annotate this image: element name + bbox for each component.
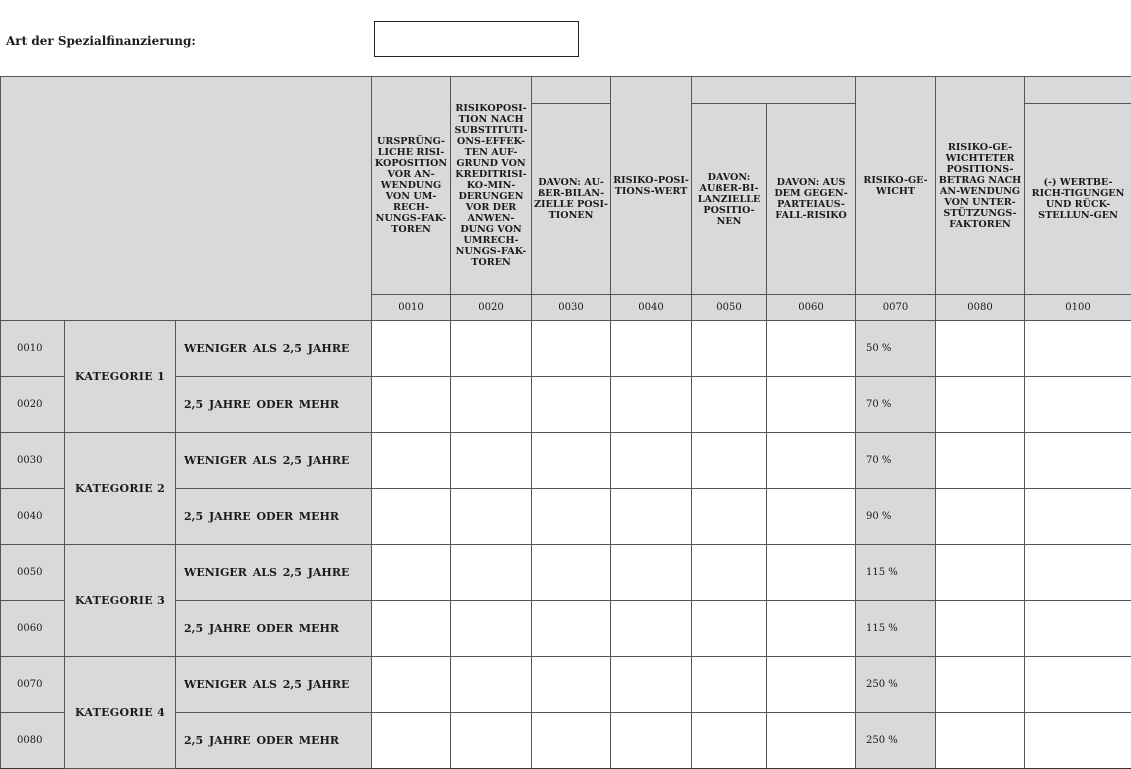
risk-weight-cell: 50 % xyxy=(856,321,936,377)
input-cell[interactable] xyxy=(372,545,451,601)
column-header-0100: (-) WERTBE-RICH-TIGUNGEN UND RÜCK-STELLUN-GEN xyxy=(1025,104,1131,295)
input-cell[interactable] xyxy=(936,489,1025,545)
row-code: 0060 xyxy=(1,601,65,657)
input-cell[interactable] xyxy=(692,657,767,713)
column-code: 0100 xyxy=(1025,295,1131,321)
column-header-0100-group xyxy=(1025,77,1131,104)
column-header-0050: DAVON: AUßER-BI-LANZIELLE POSITIO-NEN xyxy=(692,104,767,295)
input-cell[interactable] xyxy=(451,601,532,657)
input-cell[interactable] xyxy=(372,489,451,545)
input-cell[interactable] xyxy=(372,321,451,377)
input-cell[interactable] xyxy=(611,713,692,769)
input-cell[interactable] xyxy=(451,489,532,545)
row-code: 0050 xyxy=(1,545,65,601)
input-cell[interactable] xyxy=(532,545,611,601)
input-cell[interactable] xyxy=(532,713,611,769)
row-code: 0030 xyxy=(1,433,65,489)
input-cell[interactable] xyxy=(532,321,611,377)
column-header-0010: URSPRÜNG-LICHE RISI-KOPOSITION VOR AN-WENDUNG VON UM-RECH-NUNGS-FAK-TOREN xyxy=(372,77,451,295)
maturity-label: 2,5 JAHRE ODER MEHR xyxy=(176,377,372,433)
input-cell[interactable] xyxy=(1025,377,1131,433)
input-cell[interactable] xyxy=(936,321,1025,377)
input-cell[interactable] xyxy=(767,321,856,377)
risk-weight-cell: 90 % xyxy=(856,489,936,545)
input-cell[interactable] xyxy=(936,657,1025,713)
input-cell[interactable] xyxy=(372,377,451,433)
column-code: 0080 xyxy=(936,295,1025,321)
input-cell[interactable] xyxy=(1025,433,1131,489)
column-header-0040: RISIKO-POSI-TIONS-WERT xyxy=(611,77,692,295)
row-code: 0020 xyxy=(1,377,65,433)
input-cell[interactable] xyxy=(372,601,451,657)
input-cell[interactable] xyxy=(451,713,532,769)
input-cell[interactable] xyxy=(767,657,856,713)
maturity-label: WENIGER ALS 2,5 JAHRE xyxy=(176,433,372,489)
spezialfinanzierung-table xyxy=(0,76,1131,769)
column-header-0070: RISIKO-GE-WICHT xyxy=(856,77,936,295)
input-cell[interactable] xyxy=(611,433,692,489)
category-label: KATEGORIE 2 xyxy=(65,433,176,545)
column-code: 0020 xyxy=(451,295,532,321)
input-cell[interactable] xyxy=(611,601,692,657)
input-cell[interactable] xyxy=(692,545,767,601)
input-cell[interactable] xyxy=(1025,657,1131,713)
row-code: 0010 xyxy=(1,321,65,377)
column-code: 0070 xyxy=(856,295,936,321)
input-cell[interactable] xyxy=(936,601,1025,657)
risk-weight-cell: 115 % xyxy=(856,601,936,657)
art-der-spezialfinanzierung-label: Art der Spezialfinanzierung: xyxy=(6,34,196,48)
row-code: 0040 xyxy=(1,489,65,545)
column-header-0030-group xyxy=(532,77,611,104)
input-cell[interactable] xyxy=(767,713,856,769)
input-cell[interactable] xyxy=(611,657,692,713)
input-cell[interactable] xyxy=(1025,545,1131,601)
column-header-0060: DAVON: AUS DEM GEGEN-PARTEIAUS-FALL-RISIKO xyxy=(767,104,856,295)
input-cell[interactable] xyxy=(1025,489,1131,545)
maturity-label: 2,5 JAHRE ODER MEHR xyxy=(176,713,372,769)
column-code: 0010 xyxy=(372,295,451,321)
table-row xyxy=(1,657,1131,713)
maturity-label: 2,5 JAHRE ODER MEHR xyxy=(176,489,372,545)
row-code: 0070 xyxy=(1,657,65,713)
input-cell[interactable] xyxy=(372,713,451,769)
table-row xyxy=(1,321,1131,377)
input-cell[interactable] xyxy=(611,489,692,545)
input-cell[interactable] xyxy=(451,377,532,433)
input-cell[interactable] xyxy=(372,433,451,489)
column-code: 0030 xyxy=(532,295,611,321)
risk-weight-cell: 70 % xyxy=(856,377,936,433)
input-cell[interactable] xyxy=(767,545,856,601)
table-row xyxy=(1,433,1131,489)
maturity-label: 2,5 JAHRE ODER MEHR xyxy=(176,601,372,657)
input-cell[interactable] xyxy=(1025,321,1131,377)
column-header-0080: RISIKO-GE-WICHTETER POSITIONS-BETRAG NACH AN-WENDUNG VON UNTER-STÜTZUNGS-FAKTOREN xyxy=(936,77,1025,295)
input-cell[interactable] xyxy=(451,545,532,601)
input-cell[interactable] xyxy=(692,377,767,433)
maturity-label: WENIGER ALS 2,5 JAHRE xyxy=(176,545,372,601)
column-code: 0040 xyxy=(611,295,692,321)
input-cell[interactable] xyxy=(451,321,532,377)
input-cell[interactable] xyxy=(767,489,856,545)
input-cell[interactable] xyxy=(451,433,532,489)
input-cell[interactable] xyxy=(767,377,856,433)
input-cell[interactable] xyxy=(936,433,1025,489)
column-header-0030: DAVON: AU-ßER-BILAN-ZIELLE POSI-TIONEN xyxy=(532,104,611,295)
column-code: 0050 xyxy=(692,295,767,321)
input-cell[interactable] xyxy=(532,433,611,489)
input-cell[interactable] xyxy=(532,489,611,545)
header-corner-cell xyxy=(1,77,372,321)
risk-weight-cell: 250 % xyxy=(856,657,936,713)
input-cell[interactable] xyxy=(692,601,767,657)
input-cell[interactable] xyxy=(611,377,692,433)
input-cell[interactable] xyxy=(451,657,532,713)
input-cell[interactable] xyxy=(936,545,1025,601)
input-cell[interactable] xyxy=(692,321,767,377)
input-cell[interactable] xyxy=(532,601,611,657)
input-cell[interactable] xyxy=(692,433,767,489)
input-cell[interactable] xyxy=(936,377,1025,433)
input-cell[interactable] xyxy=(532,657,611,713)
category-label: KATEGORIE 1 xyxy=(65,321,176,433)
input-cell[interactable] xyxy=(611,545,692,601)
risk-weight-cell: 250 % xyxy=(856,713,936,769)
category-label: KATEGORIE 3 xyxy=(65,545,176,657)
row-code: 0080 xyxy=(1,713,65,769)
input-cell[interactable] xyxy=(936,713,1025,769)
column-header-0020: RISIKOPOSI-TION NACH SUBSTITUTI-ONS-EFFEK-TEN AUF-GRUND VON KREDITRISI-KO-MIN-DERUNGEN VOR DER ANWEN-DUNG VON UMRECH-NUNGS-FAK-TOREN xyxy=(451,77,532,295)
input-cell[interactable] xyxy=(692,713,767,769)
risk-weight-cell: 115 % xyxy=(856,545,936,601)
table-row xyxy=(1,545,1131,601)
art-der-spezialfinanzierung-field[interactable] xyxy=(374,21,579,57)
maturity-label: WENIGER ALS 2,5 JAHRE xyxy=(176,657,372,713)
input-cell[interactable] xyxy=(692,489,767,545)
input-cell[interactable] xyxy=(767,433,856,489)
input-cell[interactable] xyxy=(1025,601,1131,657)
input-cell[interactable] xyxy=(767,601,856,657)
input-cell[interactable] xyxy=(372,657,451,713)
risk-weight-cell: 70 % xyxy=(856,433,936,489)
input-cell[interactable] xyxy=(532,377,611,433)
category-label: KATEGORIE 4 xyxy=(65,657,176,769)
input-cell[interactable] xyxy=(611,321,692,377)
maturity-label: WENIGER ALS 2,5 JAHRE xyxy=(176,321,372,377)
column-header-0050-0060-group xyxy=(692,77,856,104)
column-code: 0060 xyxy=(767,295,856,321)
input-cell[interactable] xyxy=(1025,713,1131,769)
